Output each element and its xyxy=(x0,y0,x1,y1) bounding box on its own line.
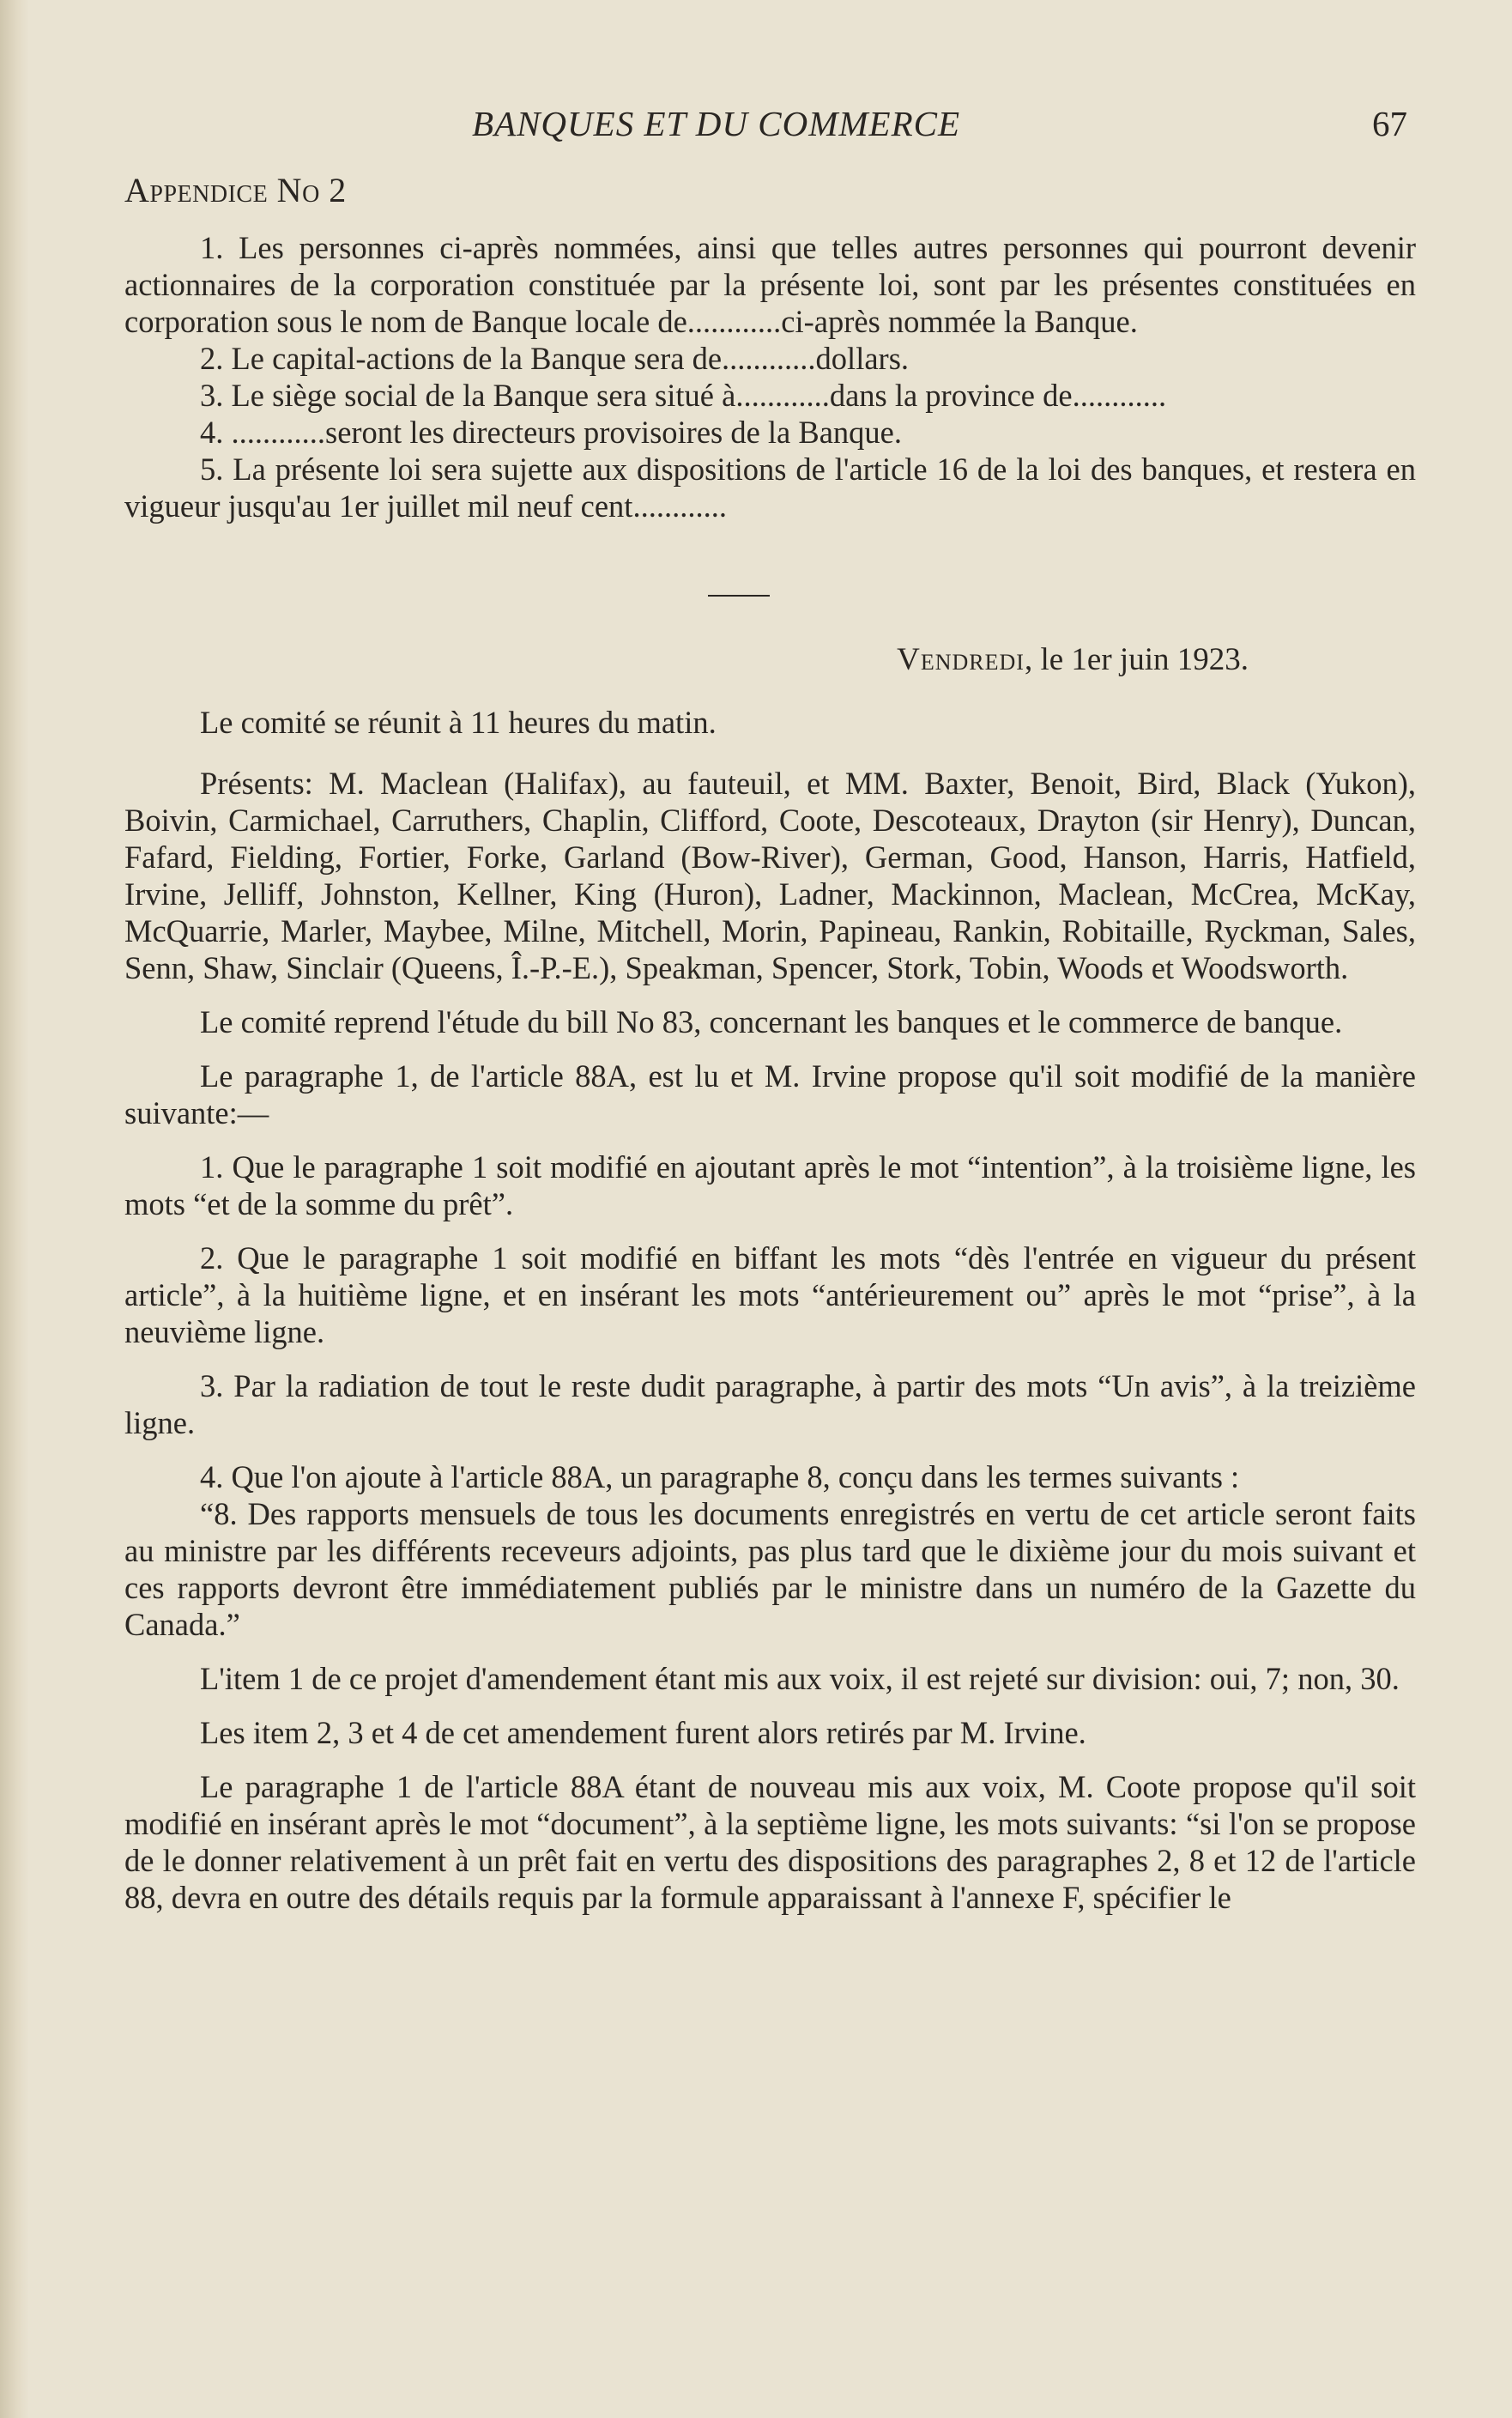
amendment-1: 1. Que le paragraphe 1 soit modifié en ajoutant après le mot “intention”, à la troisième ligne, les mots “et de la somme du prêt”. xyxy=(124,1149,1416,1221)
document-page xyxy=(124,103,1416,1916)
amendment-3: 3. Par la radiation de tout le reste dudit paragraphe, à partir des mots “Un avis”, à la treizième ligne. xyxy=(124,1368,1416,1440)
dateline xyxy=(124,641,1416,678)
appendix-label: Appendice No 2 xyxy=(124,171,347,209)
dateline-date: , le 1er juin 1923. xyxy=(1024,642,1249,677)
bill-clause-4: 4. ............seront les directeurs provisoires de la Banque. xyxy=(200,415,903,450)
section-divider xyxy=(708,595,770,597)
bill-clause-2: 2. Le capital-actions de la Banque sera de............dollars. xyxy=(200,341,910,376)
page-number: 67 xyxy=(1372,104,1407,143)
amendment-4: 4. Que l'on ajoute à l'article 88A, un paragraphe 8, conçu dans les termes suivants : xyxy=(200,1459,1240,1494)
items-withdrawn: Les item 2, 3 et 4 de cet amendement furent alors retirés par M. Irvine. xyxy=(200,1715,1086,1750)
minutes-opening: Le comité se réunit à 11 heures du matin. xyxy=(200,705,717,740)
motion-intro: Le paragraphe 1, de l'article 88A, est lu et M. Irvine propose qu'il soit modifié de la manière suivante:— xyxy=(124,1058,1416,1130)
bill-clause-3: 3. Le siège social de la Banque sera situé à............dans la province de............ xyxy=(200,378,1167,413)
vote-result: L'item 1 de ce projet d'amendement étant mis aux voix, il est rejeté sur division: oui, 7; non, 30. xyxy=(200,1661,1400,1696)
amendment-4-quote: “8. Des rapports mensuels de tous les documents enregistrés en vertu de cet article seront faits au ministre par les différents receveurs adjoints, pas plus tard que le dixième jour du mois suivant et ces rapports devront être immédiatement publiés par le ministre dans un numéro de la Gazette du Canada.” xyxy=(124,1496,1416,1642)
bill-clause-1: 1. Les personnes ci-après nommées, ainsi que telles autres personnes qui pourront devenir actionnaires de la corporation constituée par la présente loi, sont par les présentes constituées en corporation sous le nom de Banque locale de............ci-après nommée la Banque. xyxy=(124,230,1416,339)
members-present: Présents: M. Maclean (Halifax), au fauteuil, et MM. Baxter, Benoit, Bird, Black (Yukon), Boivin, Carmichael, Carruthers, Chaplin, Clifford, Coote, Descoteaux, Drayton (sir Henry), Duncan, Fafard, Fielding, Fortier, Forke, Garland (Bow-River), German, Good, Hanson, Harris, Hatfield, Irvine, Jelliff, Johnston, Kellner, King (Huron), Ladner, Mackinnon, Maclean, McCrea, McKay, McQuarrie, Marler, Maybee, Milne, Mitchell, Morin, Papineau, Rankin, Robitaille, Ryckman, Sales, Senn, Shaw, Sinclair (Queens, Î.-P.-E.), Speakman, Spencer, Stork, Tobin, Woods et Woodsworth. xyxy=(124,766,1416,985)
coote-motion: Le paragraphe 1 de l'article 88A étant de nouveau mis aux voix, M. Coote propose qu'il soit modifié en insérant après le mot “document”, à la septième ligne, les mots suivants: “si l'on se propose de le donner relativement à un prêt fait en vertu des dispositions des paragraphes 2, 8 et 12 de l'article 88, devra en outre des détails requis par la formule apparaissant à l'annexe F, spécifier le xyxy=(124,1769,1416,1915)
bill-resume: Le comité reprend l'étude du bill No 83, concernant les banques et le commerce de banque. xyxy=(200,1004,1343,1039)
bill-clause-5: 5. La présente loi sera sujette aux dispositions de l'article 16 de la loi des banques, et restera en vigueur jusqu'au 1er juillet mil neuf cent............ xyxy=(124,451,1416,524)
dateline-day: Vendredi xyxy=(897,642,1025,677)
running-header xyxy=(124,103,1416,155)
page-binding-shadow xyxy=(0,0,29,2418)
amendment-2: 2. Que le paragraphe 1 soit modifié en biffant les mots “dès l'entrée en vigueur du présent article”, à la huitième ligne, et en insérant les mots “antérieurement ou” après le mot “prise”, à la neuvième ligne. xyxy=(124,1240,1416,1349)
running-title: BANQUES ET DU COMMERCE xyxy=(472,104,961,143)
